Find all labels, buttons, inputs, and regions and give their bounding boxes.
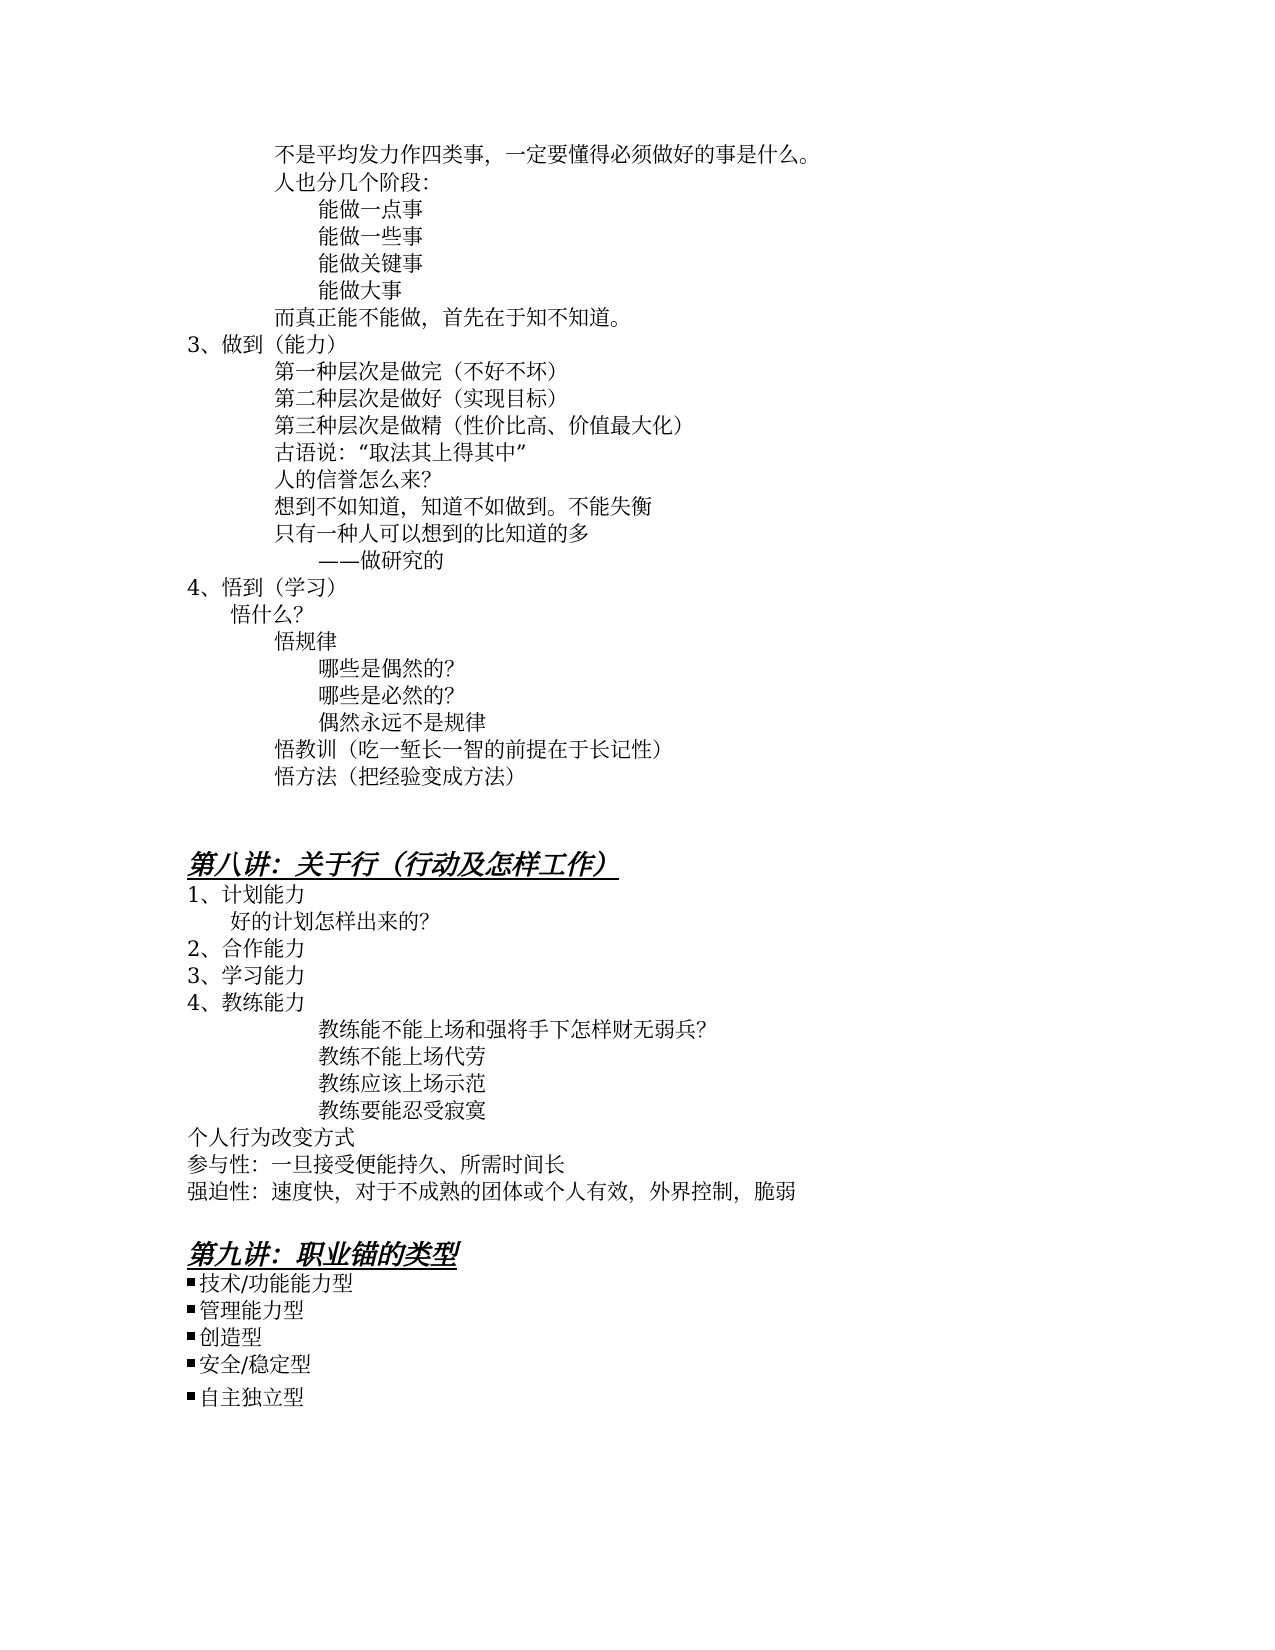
text-line: 能做大事 xyxy=(318,279,402,303)
text-line: 悟规律 xyxy=(274,630,337,654)
text-line: 人也分几个阶段： xyxy=(274,171,442,195)
text-line: 第一种层次是做完（不好不坏） xyxy=(274,360,568,384)
list-heading: 4、悟到（学习） xyxy=(187,576,348,600)
list-heading: 2、合作能力 xyxy=(187,937,306,961)
text-line: 古语说：“取法其上得其中” xyxy=(274,441,527,465)
text-line: 偶然永远不是规律 xyxy=(318,711,486,735)
text-line: 能做一些事 xyxy=(318,225,423,249)
list-heading: 3、学习能力 xyxy=(187,964,306,988)
square-bullet-icon xyxy=(187,1305,195,1313)
lecture-9-title: 第九讲：职业锚的类型 xyxy=(187,1240,457,1271)
list-heading: 1、计划能力 xyxy=(187,883,306,907)
text-line: 参与性：一旦接受便能持久、所需时间长 xyxy=(187,1153,565,1177)
text-line: ——做研究的 xyxy=(318,549,444,573)
square-bullet-icon xyxy=(187,1332,195,1340)
text-line: 能做一点事 xyxy=(318,198,423,222)
list-item-label: 自主独立型 xyxy=(199,1386,304,1410)
text-line: 教练不能上场代劳 xyxy=(318,1045,486,1069)
text-line: 人的信誉怎么来？ xyxy=(274,468,442,492)
text-line: 悟什么？ xyxy=(230,603,314,627)
text-line: 个人行为改变方式 xyxy=(187,1126,355,1150)
lecture-8-title: 第八讲：关于行（行动及怎样工作） xyxy=(187,850,619,881)
list-item xyxy=(187,1271,353,1298)
list-item-label: 技术/功能能力型 xyxy=(199,1272,354,1296)
text-line: 能做关键事 xyxy=(318,252,423,276)
text-line: 悟方法（把经验变成方法） xyxy=(274,765,526,789)
text-line: 不是平均发力作四类事，一定要懂得必须做好的事是什么。 xyxy=(274,143,820,167)
text-line: 哪些是必然的？ xyxy=(318,684,465,708)
square-bullet-icon xyxy=(187,1392,195,1400)
text-line: 而真正能不能做，首先在于知不知道。 xyxy=(274,306,631,330)
list-item xyxy=(187,1325,262,1352)
text-line: 教练能不能上场和强将手下怎样财无弱兵？ xyxy=(318,1018,717,1042)
text-line: 想到不如知道，知道不如做到。不能失衡 xyxy=(274,495,652,519)
text-line: 第二种层次是做好（实现目标） xyxy=(274,387,568,411)
list-item-label: 管理能力型 xyxy=(199,1299,304,1323)
square-bullet-icon xyxy=(187,1359,195,1367)
text-line: 第三种层次是做精（性价比高、价值最大化） xyxy=(274,414,694,438)
list-heading: 4、教练能力 xyxy=(187,991,306,1015)
list-item xyxy=(187,1385,304,1412)
square-bullet-icon xyxy=(187,1278,195,1286)
text-line: 悟教训（吃一堑长一智的前提在于长记性） xyxy=(274,738,673,762)
text-line: 强迫性：速度快，对于不成熟的团体或个人有效，外界控制，脆弱 xyxy=(187,1180,796,1204)
list-item-label: 创造型 xyxy=(199,1326,262,1350)
list-item xyxy=(187,1352,311,1379)
text-line: 只有一种人可以想到的比知道的多 xyxy=(274,522,589,546)
text-line: 教练要能忍受寂寞 xyxy=(318,1099,486,1123)
text-line: 好的计划怎样出来的？ xyxy=(230,910,440,934)
text-line: 教练应该上场示范 xyxy=(318,1072,486,1096)
list-heading: 3、做到（能力） xyxy=(187,333,348,357)
list-item-label: 安全/稳定型 xyxy=(199,1353,312,1377)
list-item xyxy=(187,1298,304,1325)
text-line: 哪些是偶然的？ xyxy=(318,657,465,681)
